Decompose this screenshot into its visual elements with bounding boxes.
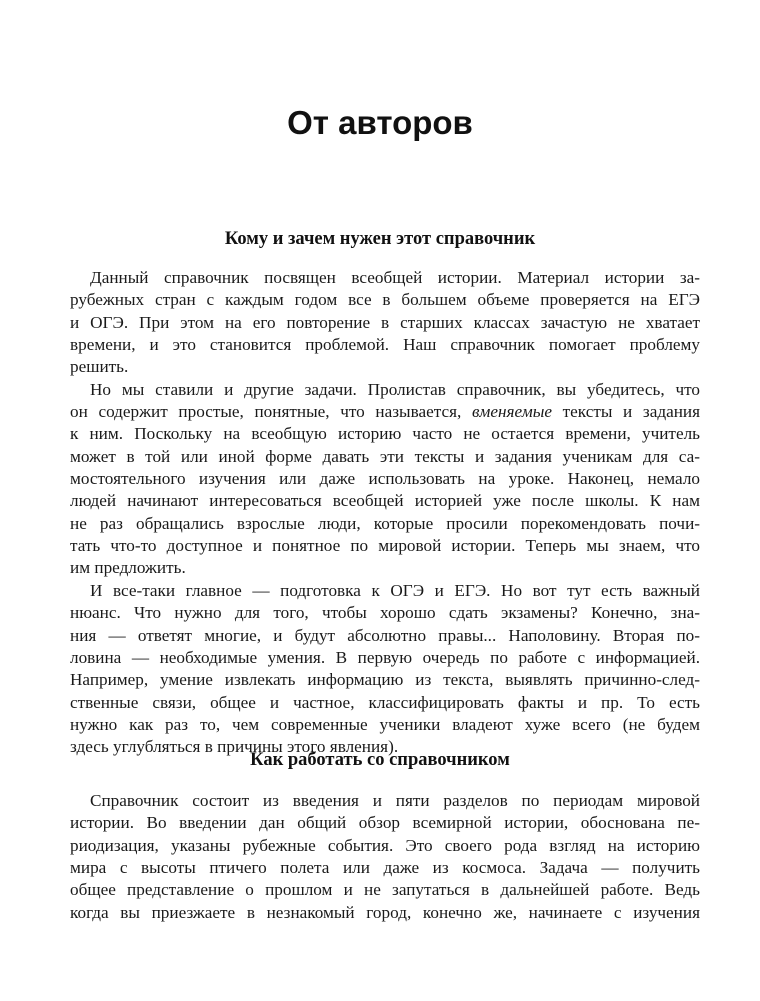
text-line [70,401,700,423]
text-line: решить. [70,357,129,377]
page-title: От авторов [287,104,473,141]
section-body-purpose [70,267,700,759]
text-line: нюанс. Что нужно для того, чтобы хорошо сдать экзамены? Конечно, зна- [70,603,700,623]
section-heading-how-to-use: Как работать со справочником [250,750,510,770]
text-line: мостоятельного изучения или даже использовать на уроке. Наконец, немало [70,469,700,489]
text-line: истории. Во введении дан общий обзор всемирной истории, обоснована пе- [70,813,700,833]
text-line: ловина — необходимые умения. В первую очередь по работе с информацией. [70,647,700,667]
text-line: людей начинают интересоваться всеобщей историей уже после школы. К нам [70,491,700,511]
text-line: им предложить. [70,558,186,578]
text-line: тать что-то доступное и понятное по мировой истории. Теперь мы знаем, что [70,536,700,556]
text-line: к ним. Поскольку на всеобщую историю часто не остается времени, учитель [70,424,700,444]
text-line: ственные связи, общее и частное, классифицировать факты и пр. То есть [70,692,700,712]
text-line: мира с высоты птичего полета или даже из космоса. Задача — получить [70,858,700,878]
text-line: и ОГЭ. При этом на его повторение в старших классах зачастую не хватает [70,312,700,332]
text-segment: он содержит простые, понятные, что называется, [70,402,472,422]
text-line: здесь углубляться в причины этого явления). [70,737,399,757]
emphasized-text: вменяемые [471,402,552,422]
text-line: Справочник состоит из введения и пяти разделов по периодам мировой [90,791,700,810]
text-line: ния — ответят многие, и будут абсолютно правы... Наполовину. Вторая по- [70,625,700,645]
text-line: нужно как раз то, чем современные ученики владеют хуже всего (не будем [70,714,700,734]
section-heading-purpose: Кому и зачем нужен этот справочник [224,229,536,249]
section-body-how-to-use [70,790,700,924]
text-segment: тексты и задания [551,402,700,422]
text-line: общее представление о прошлом и не запутаться в дальнейшей работе. Ведь [70,880,700,900]
text-line: когда вы приезжаете в незнакомый город, конечно же, начинаете с изучения [70,902,700,922]
text-line: риодизация, указаны рубежные события. Это своего рода взгляд на историю [70,835,700,855]
text-line: Данный справочник посвящен всеобщей истории. Материал истории за- [90,268,700,287]
text-line: может в той или иной форме давать эти тексты и задания ученикам для са- [70,446,700,466]
text-line: Но мы ставили и другие задачи. Пролистав справочник, вы убедитесь, что [90,379,700,399]
text-line: рубежных стран с каждым годом все в большем объеме проверяется на ЕГЭ [70,290,700,310]
text-line: Например, умение извлекать информацию из текста, выявлять причинно-след- [70,670,700,690]
text-line: не раз обращались взрослые люди, которые просили порекомендовать почи- [70,513,700,533]
text-line: времени, и это становится проблемой. Наш справочник помогает проблему [70,335,700,355]
text-line: И все-таки главное — подготовка к ОГЭ и ЕГЭ. Но вот тут есть важный [90,580,700,600]
